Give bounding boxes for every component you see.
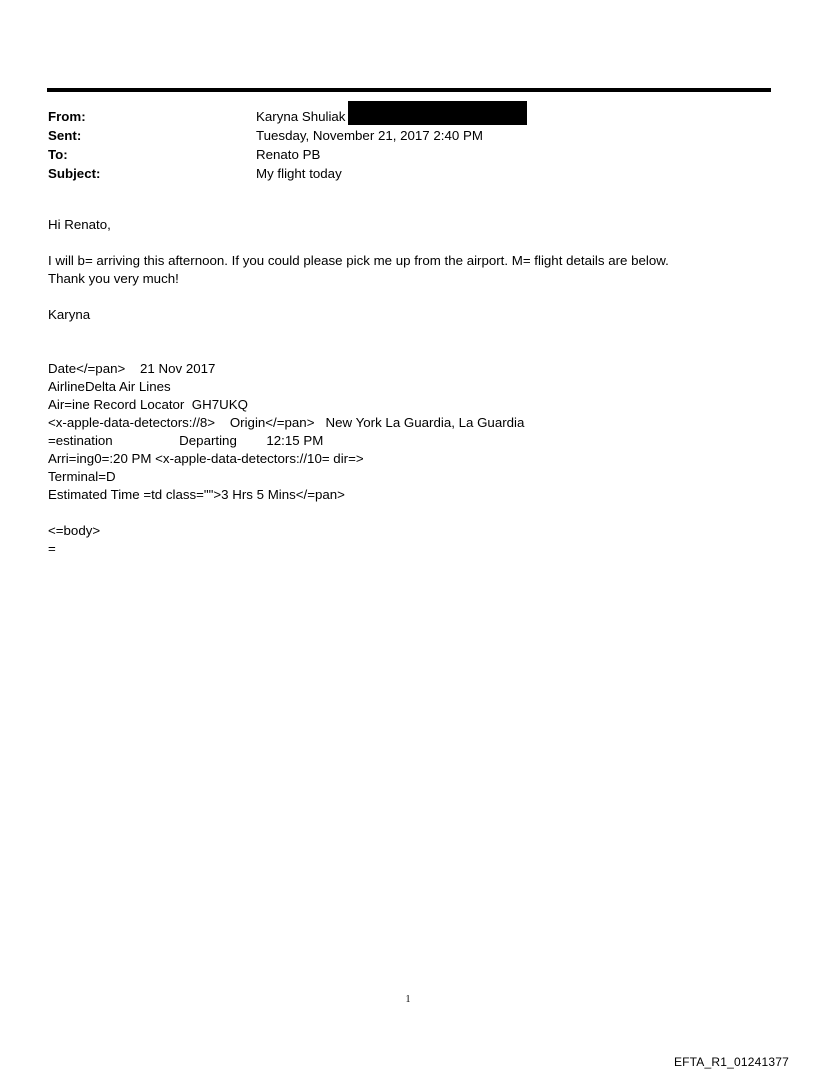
- greeting: Hi Renato,: [48, 217, 111, 232]
- subject-row: [48, 164, 748, 183]
- flight-detail-line: AirlineDelta Air Lines: [48, 379, 171, 394]
- residual-markup-line: =: [48, 541, 56, 556]
- signoff: Karyna: [48, 307, 91, 322]
- body-paragraph-line: I will b= arriving this afternoon. If you could please pick me up from the airport. M= flight details are below.: [48, 253, 669, 268]
- redaction-box: [348, 101, 527, 125]
- email-body: [48, 216, 768, 558]
- to-label: To:: [48, 147, 68, 162]
- to-value: Renato PB: [256, 147, 321, 162]
- header-rule: [47, 88, 771, 92]
- subject-value: My flight today: [256, 166, 342, 181]
- flight-details: [48, 360, 768, 504]
- from-label: From:: [48, 109, 86, 124]
- flight-detail-line: Estimated Time =td class="">3 Hrs 5 Mins</=pan>: [48, 487, 345, 502]
- to-row: [48, 145, 748, 164]
- flight-detail-line: Air=ine Record Locator GH7UKQ: [48, 397, 248, 412]
- flight-detail-line: Date</=pan> 21 Nov 2017: [48, 361, 216, 376]
- sent-label: Sent:: [48, 128, 82, 143]
- page-number: 1: [405, 994, 411, 1005]
- flight-detail-line: Terminal=D: [48, 469, 116, 484]
- from-value: Karyna Shuliak: [256, 109, 346, 124]
- sent-value: Tuesday, November 21, 2017 2:40 PM: [256, 128, 483, 143]
- flight-detail-line: Arri=ing0=:20 PM <x-apple-data-detectors://10= dir=>: [48, 451, 364, 466]
- flight-detail-line: =estination Departing 12:15 PM: [48, 433, 324, 448]
- residual-markup-line: <=body>: [48, 523, 101, 538]
- bates-number: EFTA_R1_01241377: [673, 1055, 789, 1069]
- sent-row: [48, 126, 748, 145]
- body-paragraph-line: Thank you very much!: [48, 271, 179, 286]
- subject-label: Subject:: [48, 166, 101, 181]
- flight-detail-line: <x-apple-data-detectors://8> Origin</=pan> New York La Guardia, La Guardia: [48, 415, 525, 430]
